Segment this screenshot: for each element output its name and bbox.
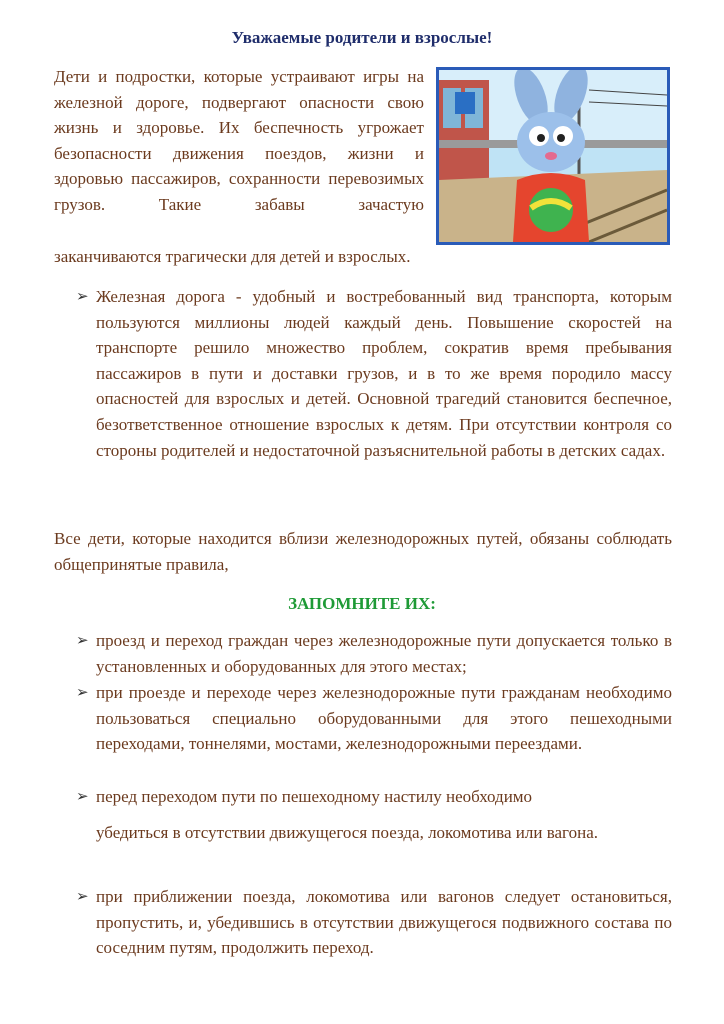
rule-text: перед переходом пути по пешеходному настилу необходимо	[96, 787, 533, 806]
cartoon-rabbit-railway-illustration	[436, 67, 670, 245]
bullet-arrow-icon: ➢	[76, 787, 89, 805]
bullet-arrow-icon: ➢	[76, 287, 89, 305]
page-title: Уважаемые родители и взрослые!	[231, 28, 493, 47]
bullet-arrow-icon: ➢	[76, 887, 89, 905]
intro-paragraph: Дети и подростки, которые устраивают игры на железной дороге, подвергают опасности свою жизнь и здоровье. Их беспечность угрожает безопасности движения поездов, жизни и здоровью пассажиров, сохранности перевозимых грузов. Такие забавы зачастую	[54, 67, 424, 214]
bullet-text: Железная дорога - удобный и востребованный вид транспорта, которым пользуются миллионы людей каждый день. Повышение скоростей на транспорте решило множество проблем, сократив время пребывания пассажиров в пути и доставки грузов, и в то же время породило массу опасностей для взрослых и детей. Основной трагедий становится беспечное, безответственное отношение взрослых к детям. При отсутствии контроля со стороны родителей и недостаточной разъяснительной работы в детских садах.	[96, 287, 672, 460]
intro-paragraph-tail: заканчиваются трагически для детей и взрослых.	[54, 247, 411, 266]
illustration-graphic	[439, 70, 667, 242]
rule-item-3-continuation: убедиться в отсутствии движущегося поезда, локомотива или вагона.	[96, 823, 598, 842]
rule-item-2	[76, 680, 672, 757]
rule-item-1	[76, 628, 672, 679]
bullet-railway-info	[76, 284, 672, 463]
rule-text: при приближении поезда, локомотива или вагонов следует остановиться, пропустить, и, убедившись в отсутствии движущегося подвижного состава по соседним путям, продолжить переход.	[96, 887, 672, 958]
bullet-arrow-icon: ➢	[76, 631, 89, 649]
rule-text: при проезде и переходе через железнодорожные пути гражданам необходимо пользоваться специально оборудованными для этого пешеходными переходами, тоннелями, мостами, железнодорожными переездами.	[96, 683, 672, 754]
rules-intro-paragraph: Все дети, которые находится вблизи железнодорожных путей, обязаны соблюдать общепринятые правила,	[54, 529, 672, 574]
rule-item-4	[76, 884, 672, 961]
rule-text: проезд и переход граждан через железнодорожные пути допускается только в установленных и оборудованных для этого местах;	[96, 631, 672, 676]
bullet-arrow-icon: ➢	[76, 683, 89, 701]
remember-heading: ЗАПОМНИТЕ ИХ:	[288, 594, 436, 613]
rule-item-3	[76, 784, 672, 810]
